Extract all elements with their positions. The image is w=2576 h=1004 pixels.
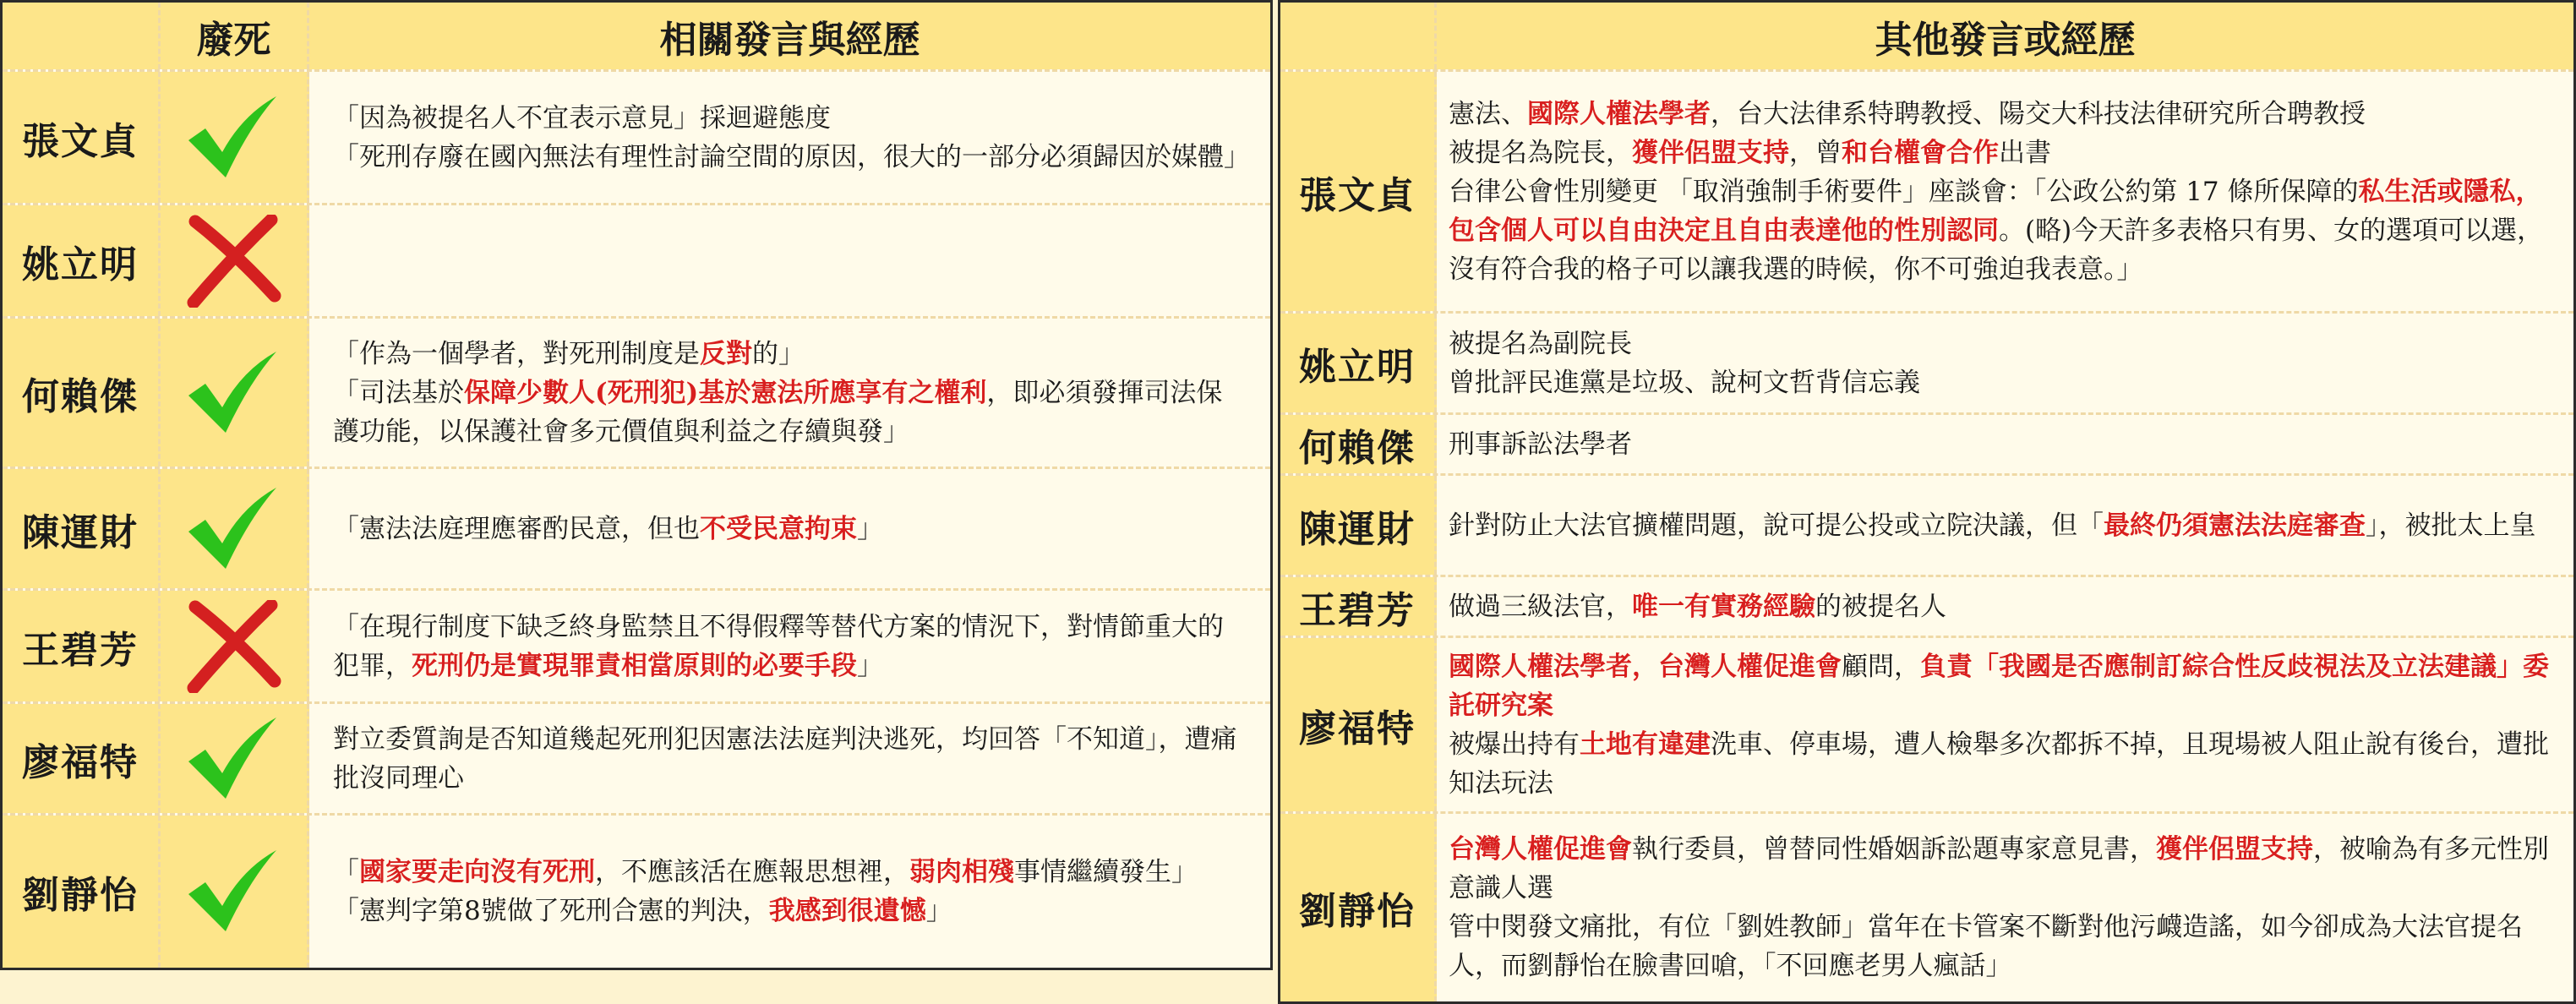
plain-text: 顧問，	[1842, 651, 1920, 682]
judge-name: 何賴傑	[1280, 415, 1437, 473]
judge-name: 姚立明	[1280, 314, 1437, 412]
plain-text: 被爆出持有	[1449, 728, 1580, 760]
header-name-cell	[3, 3, 161, 69]
statement-line	[1449, 134, 2557, 172]
highlighted-text: 死刑仍是實現罪責相當原則的必要手段	[412, 650, 857, 681]
highlighted-text: 國際人權法學者，台灣人權促進會	[1449, 651, 1842, 682]
highlighted-text: 弱肉相殘	[909, 857, 1014, 887]
table-row	[3, 704, 1270, 816]
cross-icon	[183, 215, 285, 308]
highlighted-text: 獲伴侶盟支持	[1632, 137, 1789, 168]
judge-name: 張文貞	[3, 72, 161, 203]
plain-text: 「在現行制度下缺乏終身監禁且不得假釋等替代方案的情況下，對情節重大的犯罪，	[333, 611, 1224, 681]
plain-text: 的」	[752, 338, 805, 369]
stance-mark	[161, 72, 309, 203]
plain-text: 「憲判字第8號做了死刑合憲的判決，	[333, 896, 769, 926]
highlighted-text: 保障少數人(死刑犯)基於憲法所應享有之權利	[464, 377, 987, 408]
highlighted-text: 反對	[700, 338, 752, 369]
plain-text: 。(略)今天許多表格只有男、女的選項可以選，沒有符合我的格子可以讓我選的時候，你不可強迫我表意。」	[1449, 215, 2544, 285]
statement-line	[333, 720, 1245, 798]
stance-mark	[161, 704, 309, 813]
statement-text	[1437, 415, 2573, 473]
left-table-header	[3, 3, 1270, 72]
judge-name: 王碧芳	[3, 591, 161, 701]
plain-text: 做過三級法官，	[1449, 591, 1632, 622]
plain-text: 」	[857, 650, 883, 681]
highlighted-text: 負責「我國是否應制訂綜合性反歧視法及立法建議」委託研究案	[1449, 651, 2549, 721]
highlighted-text: 我感到很遺憾	[768, 896, 926, 926]
table-row	[3, 816, 1270, 968]
statement-text	[1437, 314, 2573, 412]
right-table	[1278, 0, 2576, 1004]
judge-name: 劉靜怡	[1280, 814, 1437, 1001]
highlighted-text: 不受民意拘束	[700, 513, 857, 544]
statement-line	[1449, 95, 2557, 134]
stance-mark	[161, 469, 309, 588]
highlighted-text: 國家要走向沒有死刑	[359, 857, 595, 887]
statement-line	[333, 853, 1245, 892]
statement-line	[333, 892, 1245, 930]
statement-text	[309, 319, 1270, 467]
highlighted-text: 唯一有實務經驗	[1632, 591, 1815, 622]
left-table	[0, 0, 1273, 970]
statement-line	[1449, 506, 2557, 545]
plain-text: 的被提名人	[1815, 591, 1946, 622]
plain-text: 憲法、	[1449, 98, 1527, 129]
statement-text	[309, 205, 1270, 316]
plain-text: 」，被批太上皇	[2366, 510, 2536, 541]
plain-text: 管中閔發文痛批，有位「劉姓教師」當年在卡管案不斷對他污衊造謠，如今卻成為大法官提名人，而劉靜怡在臉書回嗆，「不回應老男人瘋話」	[1449, 912, 2523, 981]
plain-text: 曾批評民進黨是垃圾、說柯文哲背信忘義	[1449, 367, 1920, 398]
statement-text	[309, 591, 1270, 701]
judge-name: 廖福特	[1280, 638, 1437, 811]
plain-text: 「作為一個學者，對死刑制度是	[333, 338, 700, 369]
check-icon	[183, 712, 285, 805]
judge-name: 張文貞	[1280, 72, 1437, 311]
plain-text: 「因為被提名人不宜表示意見」採迴避態度	[333, 102, 831, 134]
check-icon	[183, 346, 285, 439]
stance-mark	[161, 319, 309, 467]
judge-name: 陳運財	[1280, 476, 1437, 575]
plain-text: ，曾	[1789, 137, 1842, 168]
cross-icon	[183, 600, 285, 693]
highlighted-text: 國際人權法學者	[1527, 98, 1711, 129]
table-row	[3, 72, 1270, 205]
plain-text: 執行委員，曾替同性婚姻訴訟題專家意見書，	[1632, 834, 2156, 865]
header-abolition: 廢死	[161, 3, 309, 69]
statement-line	[333, 608, 1245, 685]
statement-line	[1449, 325, 2557, 363]
table-row	[1280, 814, 2573, 1001]
statement-line	[1449, 725, 2557, 803]
judge-name: 何賴傑	[3, 319, 161, 467]
highlighted-text: 和台權會合作	[1842, 137, 1999, 168]
plain-text: 」	[925, 896, 952, 926]
plain-text: 洗車、停車場，遭人檢舉多次都拆不掉，且現場被人阻止說有後台，遭批知法玩法	[1449, 728, 2549, 799]
check-icon	[183, 845, 285, 938]
statement-line	[1449, 647, 2557, 725]
judge-name: 劉靜怡	[3, 816, 161, 968]
stance-mark	[161, 205, 309, 316]
highlighted-text: 獲伴侶盟支持	[2156, 834, 2313, 865]
statement-line	[1449, 908, 2557, 985]
judge-name: 王碧芳	[1280, 577, 1437, 636]
table-row	[1280, 314, 2573, 415]
highlighted-text: 私生活或隱私，包含個人可以自由決定且自由表達他的性別認同	[1449, 176, 2542, 246]
right-table-header	[1280, 3, 2573, 72]
plain-text: 針對防止大法官擴權問題，說可提公投或立院決議，但「	[1449, 510, 2104, 541]
statement-line	[333, 138, 1250, 177]
header-other-statements: 其他發言或經歷	[1437, 3, 2573, 69]
statement-text	[1437, 72, 2573, 311]
statement-line	[1449, 363, 2557, 402]
table-row	[1280, 638, 2573, 814]
plain-text: ，即必須發揮司法保護功能，以保護社會多元價值與利益之存續與發」	[333, 377, 1223, 447]
plain-text: 台律公會性別變更 「取消強制手術要件」座談會：「公政公約第 17 條所保障的	[1449, 176, 2359, 207]
plain-text: 事情繼續發生」	[1014, 857, 1198, 887]
statement-line	[1449, 172, 2557, 289]
header-name-cell	[1280, 3, 1437, 69]
statement-line	[1449, 830, 2557, 908]
judge-name: 陳運財	[3, 469, 161, 588]
table-row	[3, 591, 1270, 704]
plain-text: 刑事訴訟法學者	[1449, 428, 1632, 460]
statement-line	[333, 335, 1245, 374]
plain-text: 「死刑存廢在國內無法有理性討論空間的原因，很大的一部分必須歸因於媒體」	[333, 141, 1250, 172]
table-row	[3, 469, 1270, 591]
judge-name: 姚立明	[3, 205, 161, 316]
plain-text: ，不應該活在應報思想裡，	[595, 857, 909, 887]
statement-text	[1437, 814, 2573, 1001]
plain-text: 」	[857, 513, 883, 544]
plain-text: 「憲法法庭理應審酌民意，但也	[333, 513, 700, 544]
statement-text	[1437, 476, 2573, 575]
statement-line	[1449, 425, 2557, 464]
table-row	[1280, 577, 2573, 638]
statement-line	[1449, 587, 2557, 626]
highlighted-text: 台灣人權促進會	[1449, 834, 1632, 865]
judge-name: 廖福特	[3, 704, 161, 813]
plain-text: ，台大法律系特聘教授、陽交大科技法律研究所合聘教授	[1711, 98, 2366, 129]
table-row	[3, 319, 1270, 469]
header-related-statements: 相關發言與經歷	[309, 3, 1270, 69]
statement-text	[1437, 638, 2573, 811]
highlighted-text: 土地有違建	[1580, 728, 1711, 760]
check-icon	[183, 483, 285, 576]
plain-text: 出書	[1999, 137, 2051, 168]
plain-text: 被提名為副院長	[1449, 328, 1632, 359]
stance-mark	[161, 816, 309, 968]
stance-mark	[161, 591, 309, 701]
plain-text: 被提名為院長，	[1449, 137, 1632, 168]
plain-text: 「司法基於	[333, 377, 464, 408]
table-row	[1280, 476, 2573, 577]
statement-text	[309, 816, 1270, 968]
table-row	[1280, 72, 2573, 314]
plain-text: ，被喻為有多元性別意識人選	[1449, 834, 2549, 903]
table-row	[3, 205, 1270, 319]
plain-text: 對立委質詢是否知道幾起死刑犯因憲法法庭判決逃死，均回答「不知道」，遭痛批沒同理心	[333, 723, 1237, 794]
statement-text	[309, 72, 1270, 203]
statement-line	[333, 510, 1245, 548]
check-icon	[183, 91, 285, 184]
statement-line	[333, 374, 1245, 451]
statement-text	[309, 469, 1270, 588]
table-row	[1280, 415, 2573, 476]
statement-text	[309, 704, 1270, 813]
highlighted-text: 最終仍須憲法法庭審查	[2104, 510, 2366, 541]
plain-text: 「	[333, 857, 359, 887]
statement-text	[1437, 577, 2573, 636]
statement-line	[333, 99, 1245, 138]
